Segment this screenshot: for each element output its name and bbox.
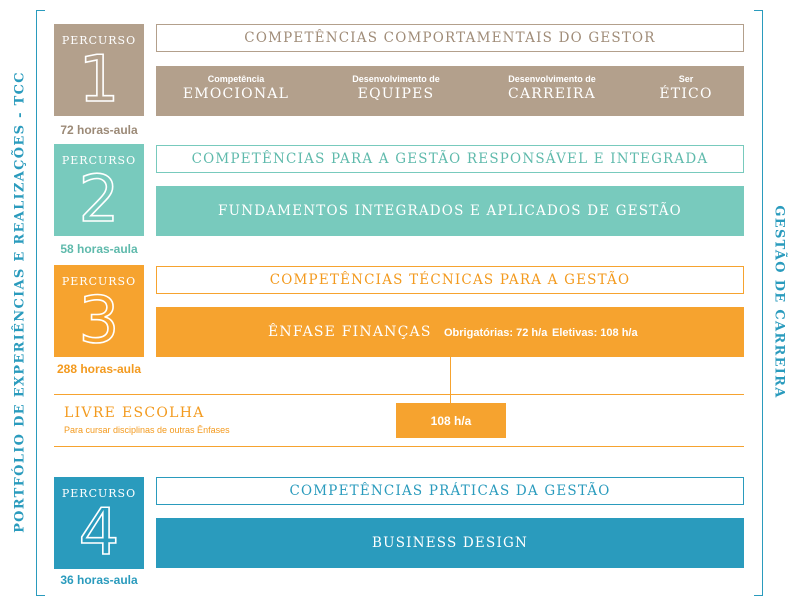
item-carreira-big: CARREIRA	[508, 86, 596, 102]
percurso-4-content-text: BUSINESS DESIGN	[372, 535, 528, 551]
percurso-1-content	[156, 66, 744, 116]
obrigatorias: Obrigatórias: 72 h/a	[444, 327, 548, 339]
item-emocional	[166, 74, 306, 102]
percurso-2-title	[156, 145, 744, 173]
percurso-4-content	[156, 518, 744, 568]
livre-escolha-subtitle: Para cursar disciplinas de outras Ênfases	[64, 425, 230, 435]
item-etico-small: Ser	[678, 74, 694, 84]
percurso-2-tile	[54, 144, 144, 236]
percurso-3-title	[156, 266, 744, 294]
percurso-4-number: 4	[78, 496, 120, 570]
item-emocional-small: Competência	[207, 74, 265, 84]
item-emocional-big: EMOCIONAL	[182, 86, 290, 102]
item-equipes	[326, 74, 466, 102]
percurso-1-number: 1	[78, 43, 120, 117]
percurso-4-title-text: COMPETÊNCIAS PRÁTICAS DA GESTÃO	[289, 483, 611, 499]
percurso-4-label: PERCURSO	[61, 487, 137, 500]
percurso-1-hours: 72 horas-aula	[60, 123, 138, 137]
item-carreira-small: Desenvolvimento de	[508, 74, 596, 84]
percurso-3-label: PERCURSO	[61, 275, 137, 288]
percurso-2-content-text: FUNDAMENTOS INTEGRADOS E APLICADOS DE GESTÃO	[218, 203, 682, 219]
percurso-2-label: PERCURSO	[61, 154, 137, 167]
percurso-1-tile	[54, 24, 144, 116]
percurso-3-number: 3	[78, 284, 120, 358]
percurso-3-title-text: COMPETÊNCIAS TÉCNICAS PARA A GESTÃO	[269, 272, 631, 288]
connector-line	[450, 357, 451, 403]
left-bracket	[36, 10, 45, 596]
left-side-label: PORTFÓLIO DE EXPERIÊNCIAS E REALIZAÇÕES - TCC	[12, 71, 28, 533]
enfase-financas: ÊNFASE FINANÇAS	[268, 324, 432, 340]
percurso-1-label: PERCURSO	[61, 34, 137, 47]
percurso-4-title	[156, 477, 744, 505]
item-equipes-big: EQUIPES	[357, 86, 435, 102]
percurso-3-content	[156, 307, 744, 357]
percurso-2-title-text: COMPETÊNCIAS PARA A GESTÃO RESPONSÁVEL E INTEGRADA	[191, 151, 709, 167]
item-equipes-small: Desenvolvimento de	[352, 74, 440, 84]
livre-escolha-hours-text: 108 h/a	[430, 413, 472, 428]
percurso-2-hours: 58 horas-aula	[60, 242, 138, 256]
livre-escolha-title: LIVRE ESCOLHA	[64, 405, 205, 421]
item-etico-big: ÉTICO	[659, 86, 713, 102]
percurso-3-hours: 288 horas-aula	[56, 362, 142, 376]
right-side-label: GESTÃO DE CARREIRA	[771, 205, 787, 399]
item-etico	[616, 74, 756, 102]
percurso-4-hours: 36 horas-aula	[60, 573, 138, 587]
item-carreira	[482, 74, 622, 102]
eletivas: Eletivas: 108 h/a	[552, 327, 638, 339]
percurso-1-title-text: COMPETÊNCIAS COMPORTAMENTAIS DO GESTOR	[244, 30, 656, 46]
percurso-2-number: 2	[78, 163, 120, 237]
percurso-4-tile	[54, 477, 144, 569]
livre-bottom-line	[54, 446, 744, 447]
percurso-2-content	[156, 186, 744, 236]
percurso-3-tile	[54, 265, 144, 357]
percurso-1-title	[156, 24, 744, 52]
livre-escolha-hours	[396, 403, 506, 438]
livre-top-line	[54, 394, 744, 395]
